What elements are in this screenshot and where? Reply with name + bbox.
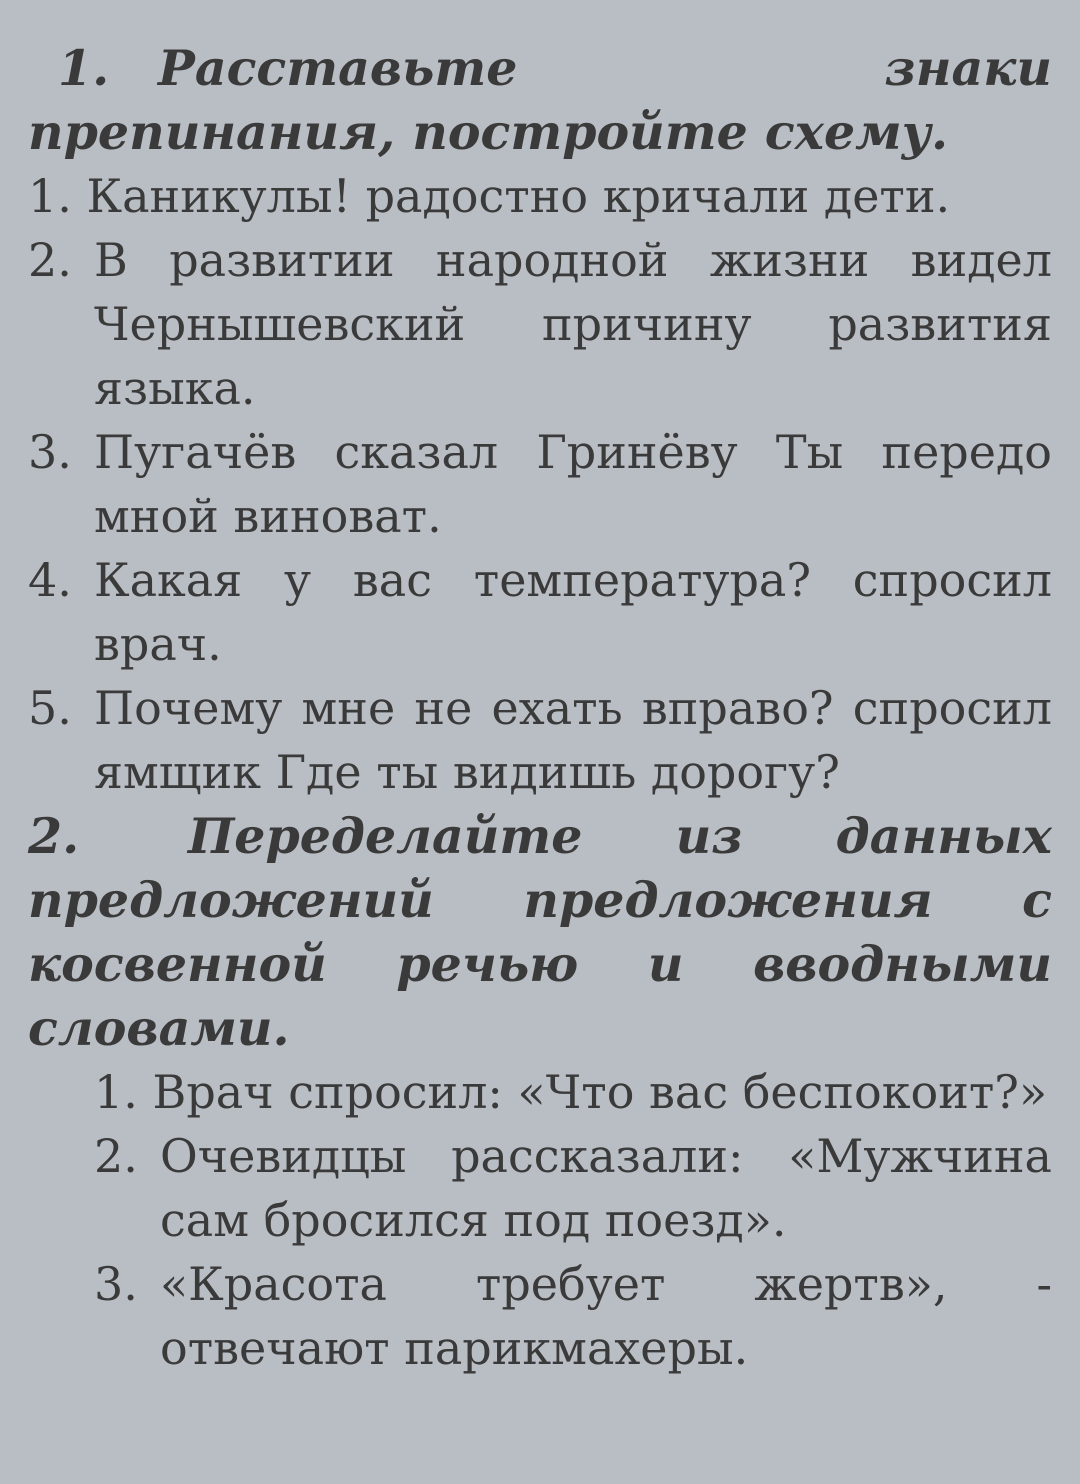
item-number: 3. <box>28 425 72 479</box>
task-2-title: Переделайте из данных предложений предложения с косвенной речью и вводными словами. <box>28 807 1052 1057</box>
item-text: Очевидцы рассказали: «Мужчина сам бросился под поезд». <box>160 1129 1052 1247</box>
item-text: Пугачёв сказал Гринёву Ты передо мной виноват. <box>94 425 1052 543</box>
item-number: 3. <box>94 1257 138 1311</box>
item-number: 1. <box>94 1065 138 1119</box>
task-1-number: 1. <box>58 39 110 97</box>
task-1-heading <box>28 36 1052 164</box>
item-text: Врач спросил: «Что вас беспокоит?» <box>152 1065 1048 1119</box>
item-number: 2. <box>94 1129 138 1183</box>
item-number: 5. <box>28 681 72 735</box>
item-text: Почему мне не ехать вправо? спросил ямщик Где ты видишь дорогу? <box>94 681 1052 799</box>
item-text: В развитии народной жизни видел Чернышевский причину развития языка. <box>94 233 1052 415</box>
item-number: 2. <box>28 233 72 287</box>
task-2-number: 2. <box>28 807 80 865</box>
task-1-item-1 <box>28 164 1052 228</box>
task-1-item-3 <box>28 420 1052 548</box>
item-text: «Красота требует жертв», - отвечают парикмахеры. <box>160 1257 1052 1375</box>
document <box>28 36 1052 1476</box>
task-1-title: Расставьте знаки препинания, постройте схему. <box>28 39 1052 161</box>
task-2-heading <box>28 804 1052 1060</box>
task-2-item-1 <box>94 1060 1052 1124</box>
task-1-item-4 <box>28 548 1052 676</box>
task-1-item-2 <box>28 228 1052 420</box>
task-2-item-3 <box>94 1252 1052 1380</box>
item-text: Каникулы! радостно кричали дети. <box>86 169 951 223</box>
task-1-item-5 <box>28 676 1052 804</box>
item-text: Какая у вас температура? спросил врач. <box>94 553 1052 671</box>
item-number: 1. <box>28 169 72 223</box>
item-number: 4. <box>28 553 72 607</box>
task-2-item-2 <box>94 1124 1052 1252</box>
